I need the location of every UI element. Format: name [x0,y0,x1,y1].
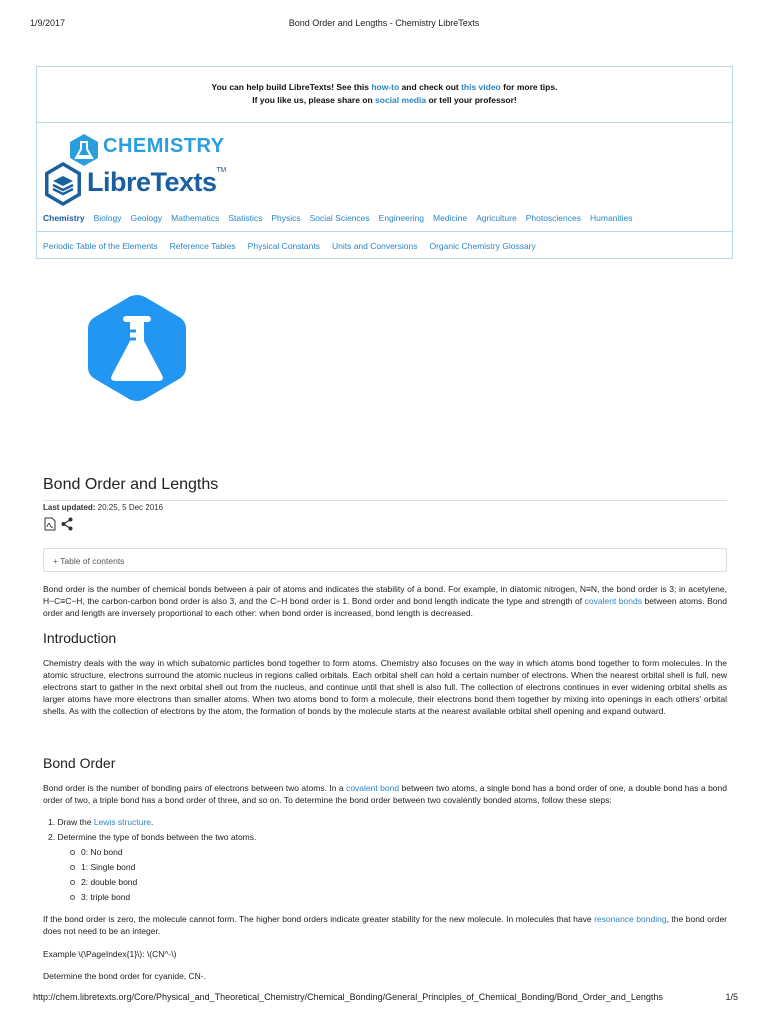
print-footer [33,992,738,1006]
subject-link-statistics[interactable]: Statistics [228,213,263,223]
zero-order-text: , the bond order does not need to be an integer. [43,914,728,936]
list-item: 2. Determine the type of bonds between the two atoms. [48,832,257,842]
social-media-link[interactable]: social media [375,95,427,105]
heading-introduction: Introduction [43,630,117,646]
sub-item-text: 0: No bond [81,847,123,857]
subject-link-biology[interactable]: Biology [93,213,122,223]
resource-link-periodic-table[interactable]: Periodic Table of the Elements [43,241,158,251]
intro-paragraph [43,583,727,619]
zero-order-text: If the bond order is zero, the molecule cannot form. The higher bond orders indicate greater stability for the new molecule. In molecules that have [43,914,595,924]
notice-text: You can help build LibreTexts! See this [211,82,372,92]
subject-link-chemistry[interactable]: Chemistry [43,213,85,223]
notice-text: and check out [399,82,462,92]
subject-link-physics[interactable]: Physics [271,213,301,223]
pdf-icon[interactable] [43,517,57,531]
print-header [30,18,738,32]
print-url: http://chem.libretexts.org/Core/Physical_and_Theoretical_Chemistry/Chemical_Bonding/General_Principles_of_Chemical_Bonding/Bond_Order_and_Lengths [33,992,663,1002]
help-notice [37,67,732,123]
subject-link-mathematics[interactable]: Mathematics [171,213,220,223]
logo-area[interactable] [37,123,732,206]
step-text: . [151,817,154,827]
updated-value: 20:25, 5 Dec 2016 [95,503,164,512]
resonance-bonding-link[interactable]: resonance bonding [594,914,667,924]
zero-order-paragraph [43,913,727,937]
subject-link-geology[interactable]: Geology [130,213,163,223]
list-item [48,860,256,875]
resource-link-physical-constants[interactable]: Physical Constants [247,241,320,251]
bond-order-text: Bond order is the number of bonding pairs of electrons between two atoms. In a [43,783,347,793]
trademark: TM [216,167,226,174]
this-video-link[interactable]: this video [461,82,501,92]
share-icon[interactable] [61,517,73,531]
list-item [48,890,256,905]
sub-item-text: 2: double bond [81,877,138,887]
resource-link-reference-tables[interactable]: Reference Tables [169,241,236,251]
flask-icon [86,293,188,403]
example-prompt: Determine the bond order for cyanide, CN-. [43,971,206,981]
table-of-contents-toggle[interactable]: + Table of contents [43,548,727,572]
notice-text: for more tips. [500,82,558,92]
bullet-icon [70,850,75,855]
bond-order-paragraph [43,782,727,806]
updated-label: Last updated: [43,503,96,512]
list-item [48,875,256,890]
resource-link-units-conversions[interactable]: Units and Conversions [331,241,418,251]
notice-text: or tell your professor! [426,95,517,105]
chemistry-wordmark: CHEMISTRY [103,135,225,157]
print-date: 1/9/2017 [30,18,66,28]
covalent-bond-link[interactable]: covalent bond [346,783,400,793]
how-to-link[interactable]: how-to [371,82,400,92]
intro-text: Bond order is the number of chemical bonds between a pair of atoms and indicates the stability of a bond. For example, in diatomic nitrogen, N≡N, the bond order is 3; in acetylene, H−C≡C−H, the carbon-carbon bond order is also 3, and the C−H bond order is 1. Bond order and bond length indicate the type and strength of [43,584,727,606]
subject-link-engineering[interactable]: Engineering [378,213,425,223]
bullet-icon [70,895,75,900]
page-number: 1/5 [725,992,738,1002]
bullet-icon [70,865,75,870]
article-tools [43,517,73,531]
steps-list [48,815,256,905]
page-title: Bond Order and Lengths [43,476,727,501]
libretexts-wordmark [87,167,226,198]
example-heading: Example \(\PageIndex{1}\): \(CN^-\) [43,949,177,959]
libretexts-word: LibreTexts [87,167,217,197]
subject-link-humanities[interactable]: Humanities [590,213,633,223]
subject-link-photosciences[interactable]: Photosciences [525,213,581,223]
libretexts-logo-icon [43,161,83,207]
resource-nav [37,231,732,259]
intro-text: between atoms. Bond order and length are inversely proportional to each other: when bond order is increased, bond length is decreased. [43,596,727,618]
subject-link-medicine[interactable]: Medicine [433,213,468,223]
notice-text: If you like us, please share on [252,95,376,105]
heading-bond-order: Bond Order [43,755,116,771]
lewis-structure-link[interactable]: Lewis structure [93,817,151,827]
site-header [36,66,733,259]
covalent-bonds-link[interactable]: covalent bonds [584,596,642,606]
last-updated [43,503,163,512]
subject-nav [43,213,726,229]
sub-item-text: 3: triple bond [81,892,131,902]
list-item [48,815,256,830]
subject-link-agriculture[interactable]: Agriculture [476,213,517,223]
resource-link-organic-glossary[interactable]: Organic Chemistry Glossary [429,241,536,251]
step-text: 1. Draw the [48,817,94,827]
list-item [48,845,256,860]
bond-order-text: between two atoms, a single bond has a bond order of one, a double bond has a bond order of two, a triple bond has a bond order of three, and so on. To determine the bond order between two covalently bonded atoms, follow these steps: [43,783,727,805]
sub-item-text: 1: Single bond [81,862,136,872]
introduction-paragraph: Chemistry deals with the way in which subatomic particles bond together to form atoms. Chemistry also focuses on the way in which atoms bond together to form molecules. In the atomic structure, electrons surround the atomic nucleus in regions called orbitals. Each orbital shell can hold a certain number of electrons. When the nearest orbital shell is full, new electrons start to gather in the next orbital shell out from the nucleus, and continue until that shell is also full. The collection of electrons continues in ever widening orbital shells as larger atoms have more electrons than smaller atoms. When two atoms bond to form a molecule, their electrons bond them together by mixing into openings in each others' orbital shells. As with the collection of electrons by the atom, the formation of bonds by the molecule starts at the nearest available orbital shell opening and expand outward. [43,658,727,716]
subject-link-social-sciences[interactable]: Social Sciences [309,213,370,223]
bullet-icon [70,880,75,885]
print-title: Bond Order and Lengths - Chemistry LibreTexts [288,18,480,28]
